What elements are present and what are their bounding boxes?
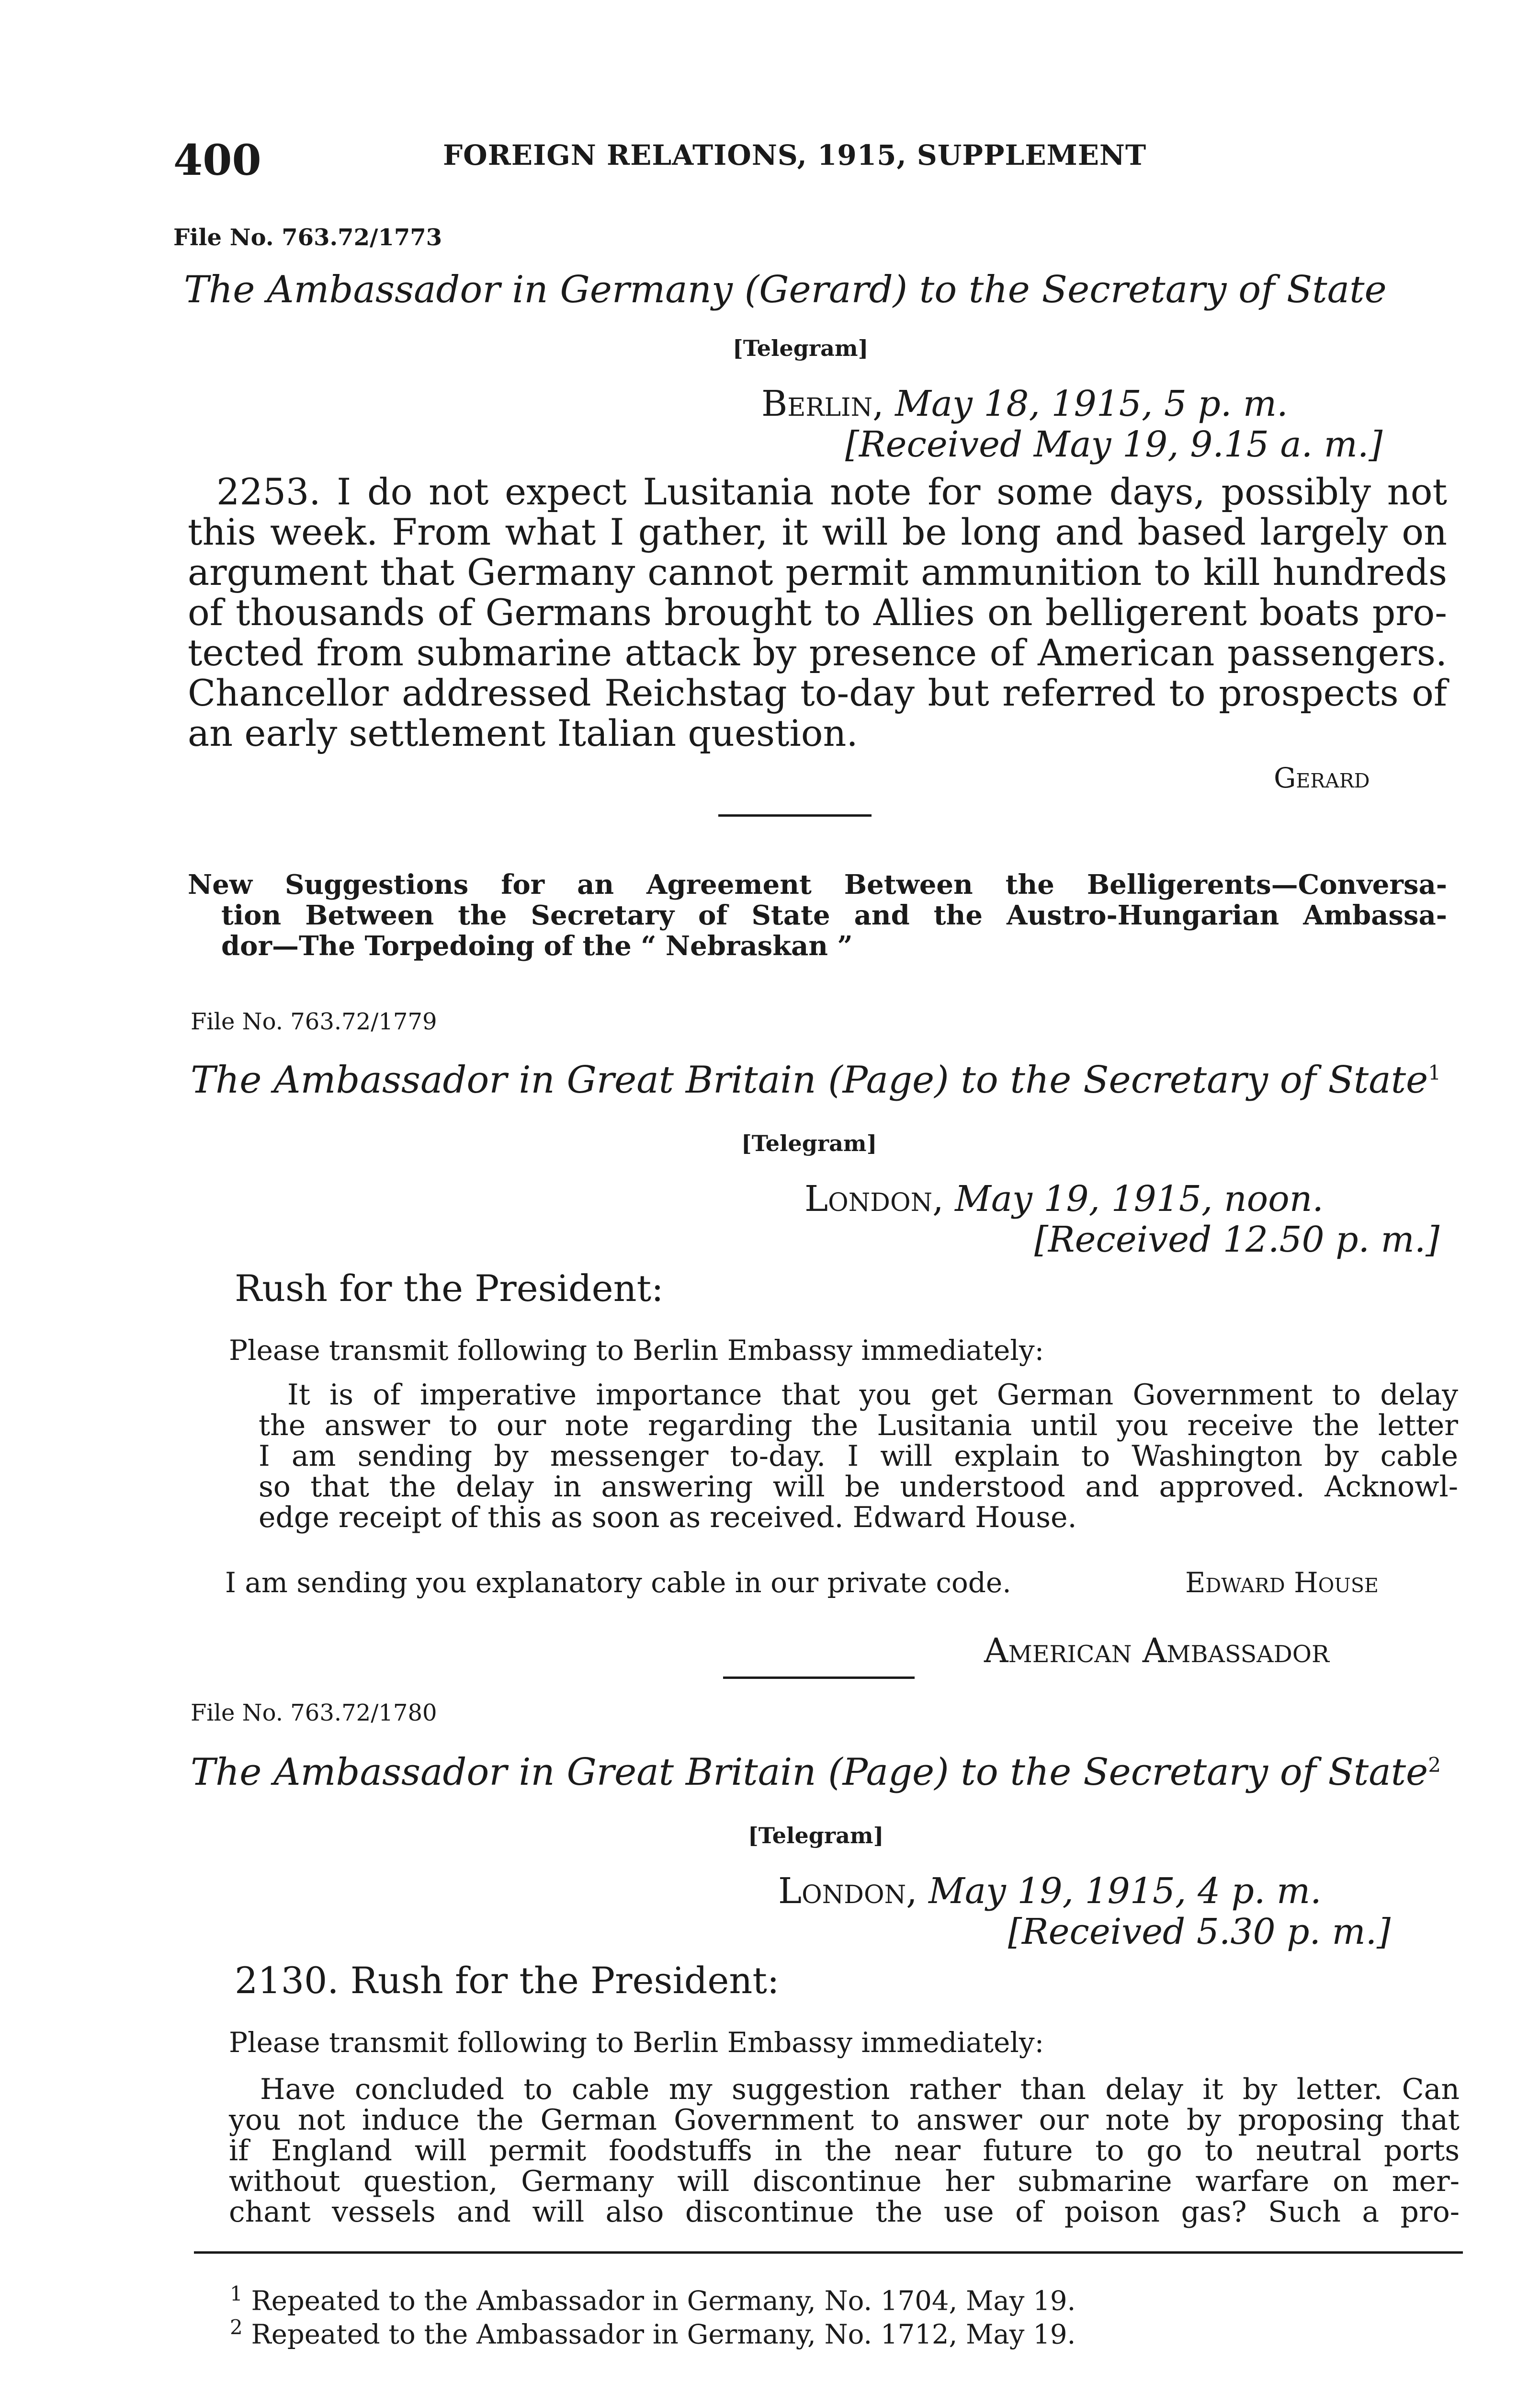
telegram-label-1: [Telegram] [733, 335, 869, 361]
body-line: 2253. I do not expect Lusitania note for some days, possibly not [216, 470, 1447, 513]
running-title: FOREIGN RELATIONS, 1915, SUPPLEMENT [443, 139, 1147, 171]
transmit-line-3: Please transmit following to Berlin Embassy immediately: [229, 2026, 1044, 2059]
footnote-ref-1: 1 [1428, 1061, 1441, 1084]
rush-line-2: Rush for the President: [235, 1267, 664, 1310]
footnote-2 [230, 2311, 1076, 2351]
document-heading-1: The Ambassador in Germany (Gerard) to the Secretary of State [184, 268, 1387, 311]
dateline-3 [778, 1870, 1322, 1912]
file-number-1: File No. 763.72/1773 [173, 224, 442, 251]
body-line: if England will permit foodstuffs in the near future to go to neutral ports [229, 2134, 1460, 2167]
footnote-text: Repeated to the Ambassador in Germany, No. 1704, May 19. [251, 2285, 1076, 2317]
explanatory-signature: Edward House [1185, 1566, 1379, 1599]
footnote-marker: 2 [230, 2315, 243, 2339]
body-line: tected from submarine attack by presence of American passengers. [188, 631, 1447, 674]
document-heading-2: The Ambassador in Great Britain (Page) to the Secretary of State$^1$ [191, 1059, 1441, 1102]
body-paragraph-3 [229, 2074, 1460, 2227]
body-line: an early settlement Italian question. [188, 712, 858, 754]
summary-line: tion Between the Secretary of State and the Austro-Hungarian Ambassa- [221, 900, 1447, 931]
body-line: argument that Germany cannot permit ammunition to kill hundreds [188, 551, 1447, 593]
telegram-label-2: [Telegram] [741, 1130, 877, 1156]
dateline-date-2: May 19, 1915, noon. [955, 1178, 1324, 1220]
summary-line: dor—The Torpedoing of the “ Nebraskan ” [221, 930, 853, 962]
telegram-label-3: [Telegram] [748, 1823, 884, 1848]
quote-line: the answer to our note regarding the Lusitania until you receive the letter [259, 1409, 1458, 1442]
footnote-ref-2: 2 [1428, 1753, 1441, 1777]
footnote-marker: 1 [230, 2282, 243, 2305]
quoted-message [259, 1380, 1458, 1533]
transmit-line-2: Please transmit following to Berlin Embassy immediately: [229, 1334, 1044, 1367]
body-line: you not induce the German Government to answer our note by proposing that [229, 2103, 1460, 2137]
page-number: 400 [173, 135, 261, 185]
dateline-date-1: May 18, 1915, 5 p. m. [895, 383, 1288, 424]
body-line: Have concluded to cable my suggestion rather than delay it by letter. Can [260, 2073, 1460, 2106]
body-line: this week. From what I gather, it will be long and based largely on [188, 511, 1447, 553]
footnote-text: Repeated to the Ambassador in Germany, No. 1712, May 19. [251, 2319, 1076, 2350]
signature-2: American Ambassador [984, 1631, 1329, 1670]
summary-line: New Suggestions for an Agreement Between the Belligerents—Conversa- [188, 869, 1447, 901]
signature-1: Gerard [1274, 762, 1370, 794]
section-divider-2 [723, 1676, 915, 1679]
quote-line: so that the delay in answering will be understood and approved. Acknowl- [259, 1470, 1458, 1504]
quote-line: I am sending by messenger to-day. I will explain to Washington by cable [259, 1439, 1458, 1473]
quote-line: It is of imperative importance that you get German Government to delay [287, 1378, 1458, 1412]
received-line-3: [Received 5.30 p. m.] [1008, 1911, 1391, 1952]
explanatory-line: I am sending you explanatory cable in our private code. [225, 1566, 1011, 1599]
body-line: without question, Germany will discontinue her submarine warfare on mer- [229, 2165, 1460, 2198]
received-line-2: [Received 12.50 p. m.] [1034, 1219, 1440, 1260]
body-line: of thousands of Germans brought to Allies on belligerent boats pro- [188, 591, 1447, 634]
document-heading-3: The Ambassador in Great Britain (Page) to the Secretary of State$^2$ [191, 1751, 1441, 1794]
quote-line: edge receipt of this as soon as received. Edward House. [259, 1501, 1077, 1534]
dateline-2 [804, 1178, 1324, 1220]
section-summary [188, 869, 1447, 961]
file-number-3: File No. 763.72/1780 [191, 1699, 437, 1726]
body-line: Chancellor addressed Reichstag to-day but referred to prospects of [188, 672, 1447, 714]
file-number-2: File No. 763.72/1779 [191, 1008, 437, 1035]
rush-line-3: 2130. Rush for the President: [235, 1959, 780, 2002]
dateline-place-3: London, [778, 1870, 917, 1912]
section-divider-1 [718, 814, 872, 817]
dateline-1 [761, 383, 1288, 424]
body-line: chant vessels and will also discontinue the use of poison gas? Such a pro- [229, 2195, 1460, 2229]
dateline-place-1: Berlin, [761, 383, 884, 424]
footnote-rule [194, 2251, 1463, 2254]
dateline-place-2: London, [804, 1178, 944, 1220]
received-line-1: [Received May 19, 9.15 a. m.] [845, 424, 1383, 465]
body-paragraph-1 [188, 472, 1447, 753]
dateline-date-3: May 19, 1915, 4 p. m. [929, 1870, 1322, 1912]
